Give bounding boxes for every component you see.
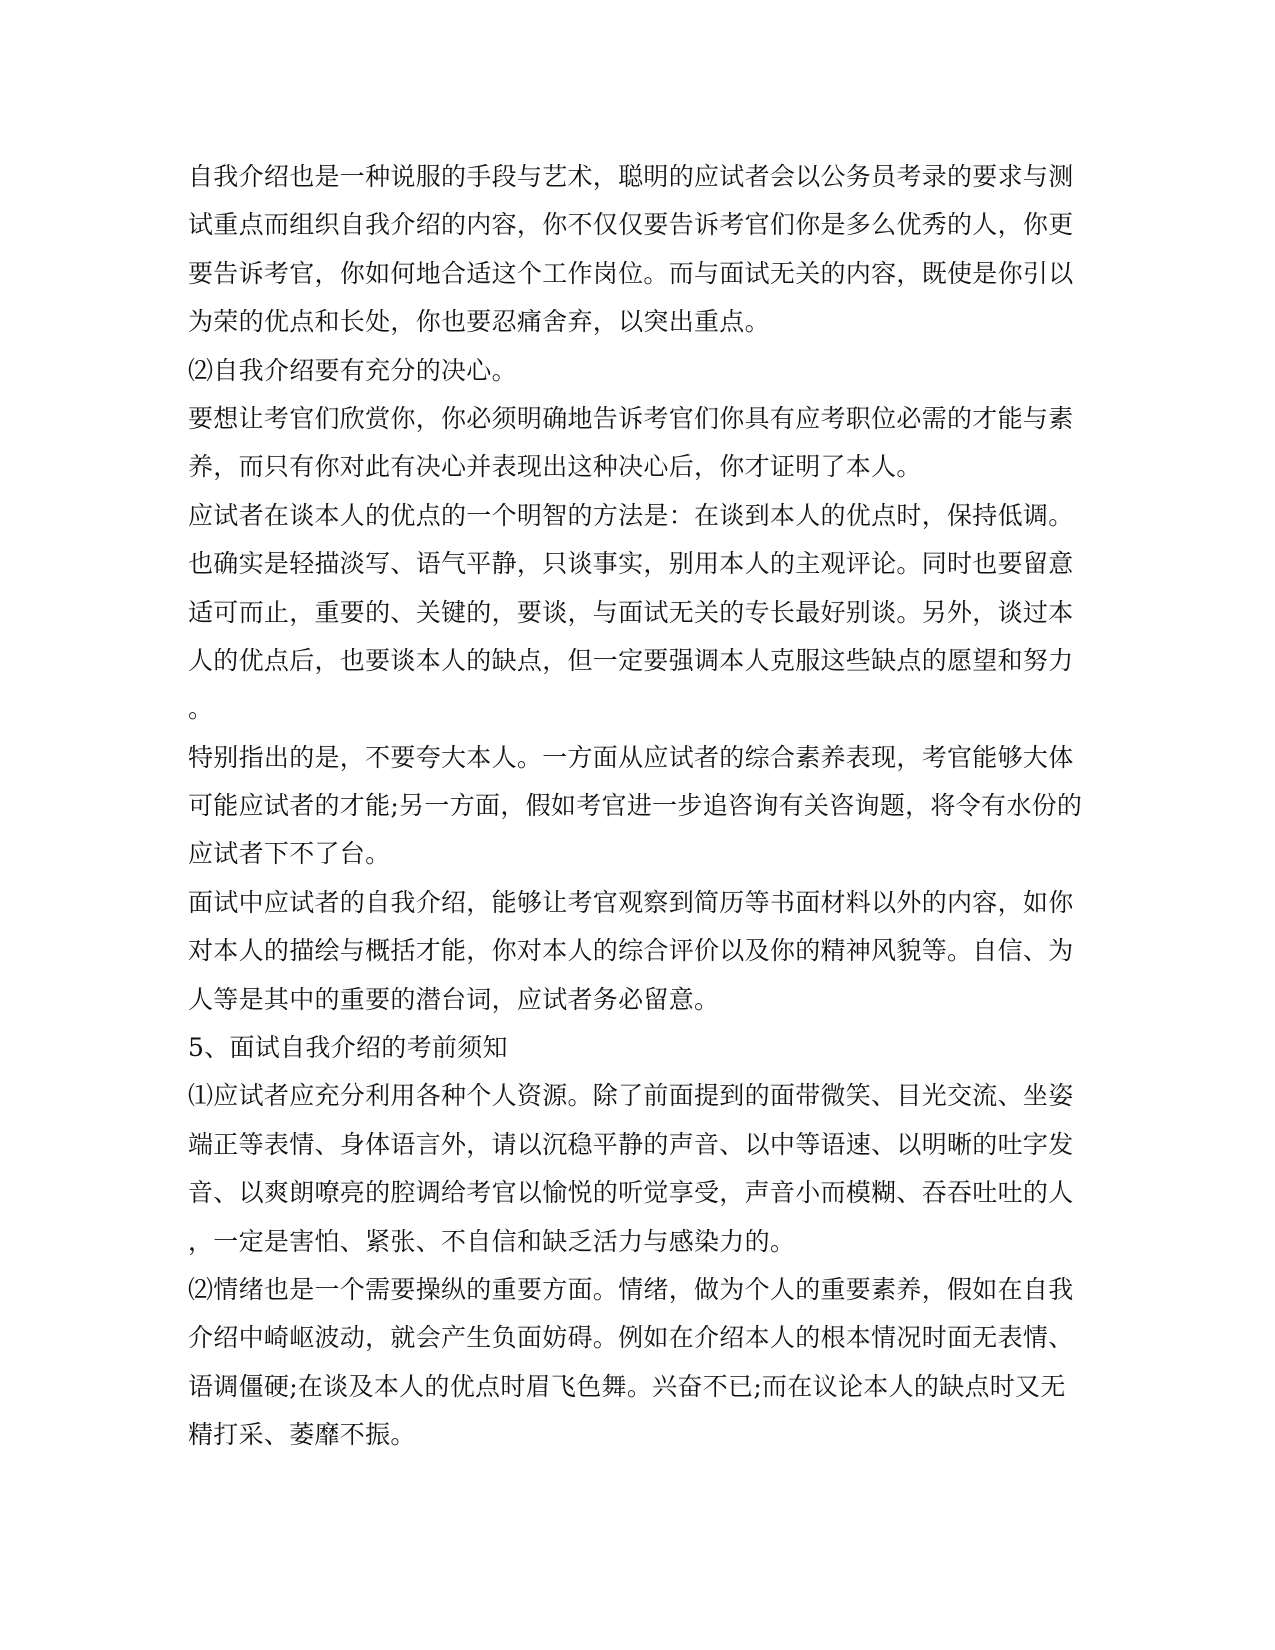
- text-line: 人等是其中的重要的潜台词，应试者务必留意。: [188, 984, 720, 1014]
- text-line: ⑵情绪也是一个需要操纵的重要方面。情绪，做为个人的重要素养，假如在自我: [188, 1274, 1074, 1304]
- text-line: 也确实是轻描淡写、语气平静，只谈事实，别用本人的主观评论。同时也要留意: [188, 549, 1074, 579]
- text-line: 对本人的描绘与概括才能，你对本人的综合评价以及你的精神风貌等。自信、为: [188, 936, 1074, 966]
- text-line: 端正等表情、身体语言外，请以沉稳平静的声音、以中等语速、以明晰的吐字发: [188, 1129, 1074, 1159]
- text-line: ，一定是害怕、紧张、不自信和缺乏活力与感染力的。: [188, 1226, 796, 1256]
- text-line: 养，而只有你对此有决心并表现出这种决心后，你才证明了本人。: [188, 452, 922, 482]
- text-line: 自我介绍也是一种说服的手段与艺术，聪明的应试者会以公务员考录的要求与测: [188, 162, 1074, 191]
- text-line: 人的优点后，也要谈本人的缺点，但一定要强调本人克服这些缺点的愿望和努力: [188, 645, 1074, 675]
- text-line: 试重点而组织自我介绍的内容，你不仅仅要告诉考官们你是多么优秀的人，你更: [188, 210, 1074, 240]
- text-line: 5、面试自我介绍的考前须知: [188, 1033, 508, 1063]
- text-line: 。: [188, 694, 214, 724]
- text-line: 可能应试者的才能;另一方面，假如考官进一步追咨询有关咨询题，将令有水份的: [188, 791, 1083, 821]
- text-line: 为荣的优点和长处，你也要忍痛舍弃，以突出重点。: [188, 307, 770, 337]
- text-line: 应试者下不了台。: [188, 839, 391, 869]
- text-line: 介绍中崎岖波动，就会产生负面妨碍。例如在介绍本人的根本情况时面无表情、: [188, 1323, 1074, 1353]
- text-line: 要想让考官们欣赏你，你必须明确地告诉考官们你具有应考职位必需的才能与素: [188, 403, 1074, 433]
- text-line: 要告诉考官，你如何地合适这个工作岗位。而与面试无关的内容，既使是你引以: [188, 258, 1074, 288]
- text-line: ⑵自我介绍要有充分的决心。: [188, 355, 517, 385]
- text-line: 适可而止，重要的、关键的，要谈，与面试无关的专长最好别谈。另外，谈过本: [188, 597, 1074, 627]
- text-line: 精打采、萎靡不振。: [188, 1420, 416, 1450]
- text-line: 应试者在谈本人的优点的一个明智的方法是：在谈到本人的优点时，保持低调。: [188, 500, 1074, 530]
- text-line: 音、以爽朗嘹亮的腔调给考官以愉悦的听觉享受，声音小而模糊、吞吞吐吐的人: [188, 1178, 1074, 1208]
- text-line: 语调僵硬;在谈及本人的优点时眉飞色舞。兴奋不已;而在议论本人的缺点时又无: [188, 1371, 1066, 1401]
- text-line: 特别指出的是，不要夸大本人。一方面从应试者的综合素养表现，考官能够大体: [188, 742, 1074, 772]
- document-body: [188, 153, 1083, 1460]
- text-line: ⑴应试者应充分利用各种个人资源。除了前面提到的面带微笑、目光交流、坐姿: [188, 1081, 1074, 1111]
- text-line: 面试中应试者的自我介绍，能够让考官观察到简历等书面材料以外的内容，如你: [188, 887, 1074, 917]
